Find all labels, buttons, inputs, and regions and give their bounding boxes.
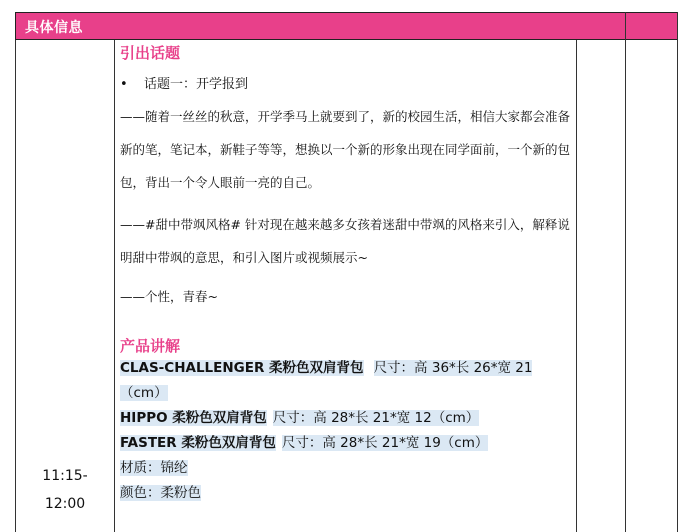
grid-line-right [677,12,678,532]
intro-title: 引出话题 [120,44,181,62]
product-item [120,431,572,456]
products-title: 产品讲解 [120,337,181,355]
product-item [120,406,572,431]
topic-text: 话题一：开学报到 [144,77,249,92]
product-size: 尺寸：高 28*长 21*宽 19（cm） [281,435,489,451]
product-material [120,456,572,481]
grid-line-left [15,40,16,532]
product-name: FASTER 柔粉色双肩背包 [120,435,276,451]
product-name: HIPPO 柔粉色双肩背包 [120,410,267,426]
product-color [120,481,572,506]
grid-line-extra [625,12,626,532]
header-title: 具体信息 [25,20,83,36]
content-cell [120,42,572,506]
time-end: 12:00 [44,496,86,512]
time-start: 11:15- [42,468,88,484]
intro-paragraph-2: ——#甜中带飒风格# 针对现在越来越多女孩着迷甜中带飒的风格来引入，解释说明甜中带飒的意思，和引入图片或视频展示~ [120,217,570,265]
grid-line-time [114,40,115,532]
time-cell [15,462,115,518]
color-text: 颜色：柔粉色 [120,485,201,501]
bullet-icon: • [120,77,128,92]
grid-line-content [576,40,577,532]
product-name: CLAS-CHALLENGER 柔粉色双肩背包 [120,360,364,376]
info-table [15,12,678,532]
topic-bullet [120,73,572,92]
product-size: 尺寸：高 36*长 26*宽 21（cm） [120,360,533,401]
product-size: 尺寸：高 28*长 21*宽 12（cm） [272,410,480,426]
product-item [120,356,572,406]
table-header [15,12,678,40]
intro-paragraph-3: ——个性，青春~ [120,289,218,304]
intro-paragraph-1: ——随着一丝丝的秋意，开学季马上就要到了，新的校园生活，相信大家都会准备新的笔，笔记本，新鞋子等等，想换以一个新的形象出现在同学面前，一个新的包包，背出一个令人眼前一亮的自己。 [120,109,571,190]
material-text: 材质：锦纶 [120,460,188,476]
